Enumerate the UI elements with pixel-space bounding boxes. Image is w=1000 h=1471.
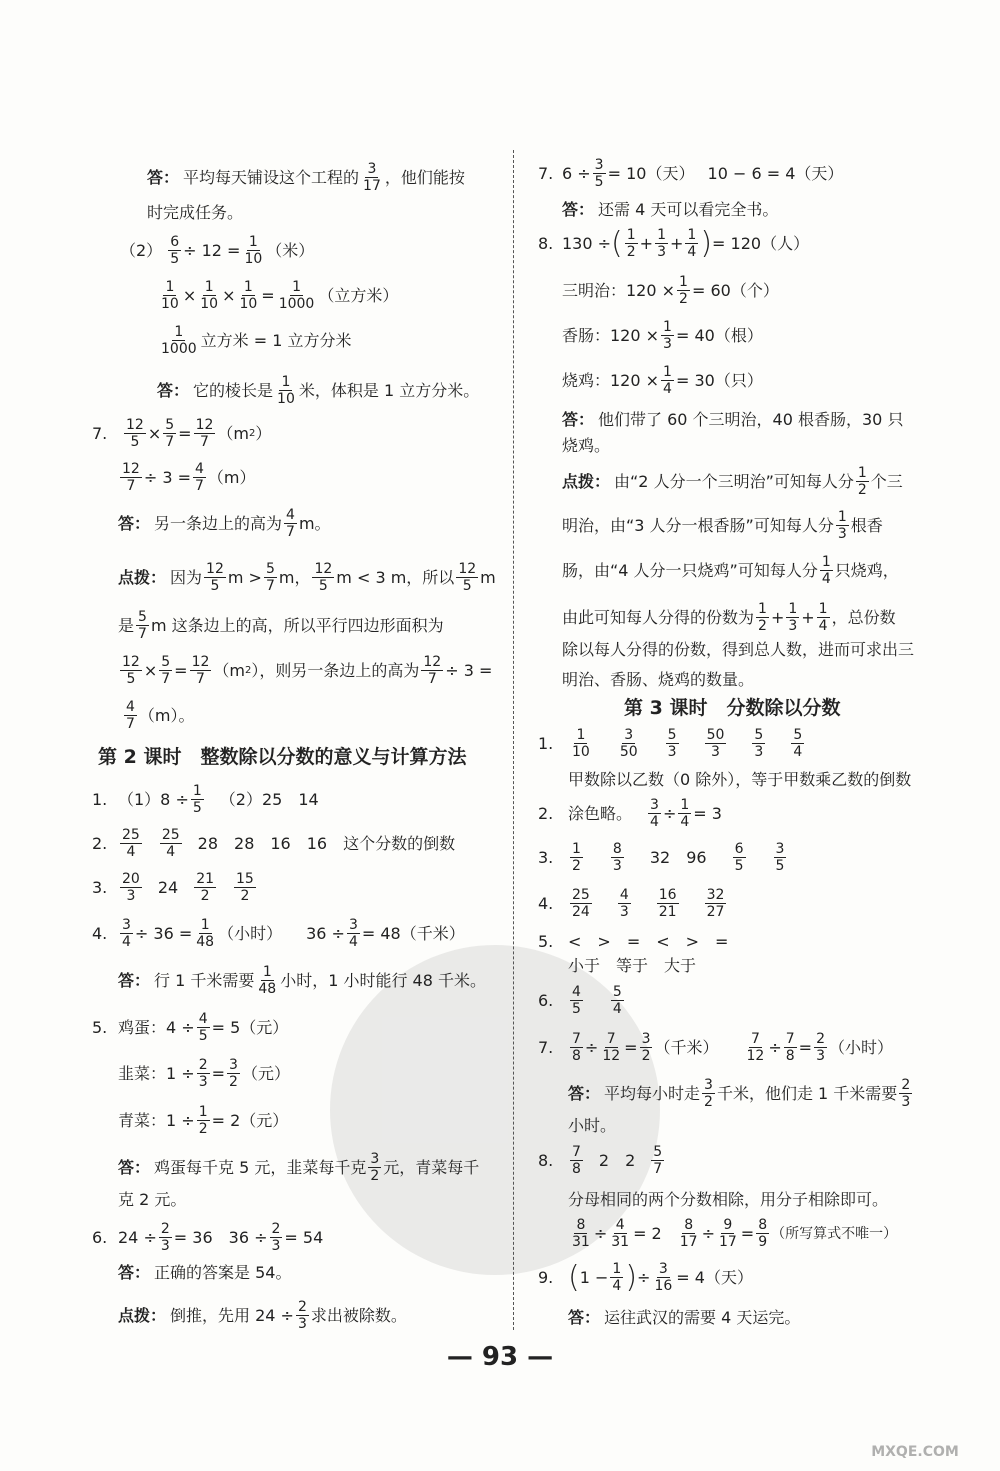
equation-line: $\frac{8}{31}$ ÷ $\frac{4}{31}$ = 2 $\frac{8}{17}$ ÷ $\frac{9}{17}$ = $\frac{8}{9}$ （所写算式不唯一） (572, 1217, 898, 1250)
question-5: 5. 鸡蛋：4 ÷ $\frac{4}{5}$ = 5（元） (92, 1011, 289, 1044)
text-line: 甲数除以乙数（0 除外），等于甲数乘乙数的倒数 (568, 770, 912, 789)
hint-line: 是 $\frac{5}{7}$ m 这条边上的高，所以平行四边形面积为 (118, 609, 444, 642)
text-line: 小于 等于 大于 (568, 956, 697, 975)
fraction: $\frac{5}{3}$ (754, 727, 764, 760)
fraction: $\frac{3}{50}$ (619, 727, 638, 760)
question-2: 2. $\frac{25}{4}$ $\frac{25}{4}$ 28 28 16 16 这个分数的倒数 (92, 827, 456, 860)
hint-line: 明治，由“3 人分一根香肠”可知每人分 $\frac{1}{3}$ 根香 (562, 509, 883, 542)
text-line: 分母相同的两个分数相除，用分子相除即可。 (568, 1190, 889, 1209)
fraction-list (568, 728, 806, 759)
hint-line: 除以每人分得的份数，得到总人数，进而可求出三 (562, 640, 915, 659)
question-5: 5. < > = < > = (538, 932, 729, 951)
equation-line: 韭菜：1 ÷ $\frac{2}{3}$ = $\frac{3}{2}$ （元） (118, 1057, 290, 1090)
equation-line: $\frac{12}{7}$ ÷ 3 = $\frac{4}{7}$ （m） (122, 461, 256, 494)
hint-line: $\frac{12}{5}$ × $\frac{5}{7}$ = $\frac{12}{7}$ （m 2 ），则另一条边上的高为 $\frac{12}{7}$ ÷ 3 = (122, 654, 493, 687)
section-heading: 第 2 课时 整数除以分数的意义与计算方法 (98, 746, 467, 768)
equation-line: 香肠：120 × $\frac{1}{3}$ = 40（根） (562, 319, 763, 352)
fraction: $\frac{6}{5}$ (170, 234, 180, 267)
question-1: 1. $\frac{1}{10}$ $\frac{3}{50}$ $\frac{5}{3}$ $\frac{50}{3}$ $\frac{5}{3}$ $\frac{5}{4}$ (538, 728, 806, 759)
question-8: 8. 130 ÷ ( $\frac{1}{2}$ + $\frac{1}{3}$ + $\frac{1}{4}$ ) = 120（人） (538, 225, 810, 261)
fraction: $\frac{4}{3}$ (619, 887, 629, 920)
equation-line: 青菜：1 ÷ $\frac{1}{2}$ = 2（元） (118, 1104, 289, 1137)
text-line: 烧鸡。 (562, 436, 611, 455)
question-1: 1. （1）8 ÷ $\frac{1}{5}$ （2）25 14 (92, 783, 319, 816)
fraction: $\frac{5}{4}$ (793, 727, 803, 760)
answer-line: 答： 平均每天铺设这个工程的 $\frac{3}{17}$ ，他们能按 (147, 161, 465, 194)
answer-line: 答： 另一条边上的高为 $\frac{4}{7}$ m。 (118, 507, 331, 540)
fraction: $\frac{25}{24}$ (572, 887, 590, 920)
section-heading: 第 3 课时 分数除以分数 (624, 697, 841, 719)
question-3: 3. $\frac{1}{2}$ $\frac{8}{3}$ 32 96 $\frac{6}{5}$ $\frac{3}{5}$ (538, 841, 785, 874)
question-6: 6. 24 ÷ $\frac{2}{3}$ = 36 36 ÷ $\frac{2}{3}$ = 54 (92, 1221, 324, 1254)
question-9: 9. ( 1 − $\frac{1}{4}$ ) ÷ $\frac{3}{16}$ = 4（天） (538, 1259, 753, 1295)
fraction: $\frac{5}{3}$ (667, 727, 677, 760)
question-3: 3. $\frac{20}{3}$ 24 $\frac{21}{2}$ $\frac{15}{2}$ (92, 871, 254, 904)
column-divider (513, 150, 514, 1330)
hint-line: 点拨： 倒推，先用 24 ÷ $\frac{2}{3}$ 求出被除数。 (118, 1299, 407, 1332)
answer-line: 答： 鸡蛋每千克 5 元，韭菜每千克 $\frac{3}{2}$ 元，青菜每千 (118, 1151, 480, 1184)
fraction: $\frac{3}{17}$ (363, 161, 381, 194)
hint-line: 点拨： 因为 $\frac{12}{5}$ m > $\frac{5}{7}$ m， $\frac{12}{5}$ m < 3 m，所以 $\frac{12}{5}$ m (118, 561, 496, 594)
answer-line: 答： 它的棱长是 $\frac{1}{10}$ 米，体积是 1 立方分米。 (157, 374, 480, 407)
question-8: 8. $\frac{7}{8}$ 2 2 $\frac{5}{7}$ (538, 1144, 663, 1177)
answer-line: 答： 运往武汉的需要 4 天运完。 (568, 1308, 801, 1327)
hint-line: 由此可知每人分得的份数为 $\frac{1}{2}$ + $\frac{1}{3}$ + $\frac{1}{4}$ ，总份数 (562, 601, 896, 634)
equation-line: （2） $\frac{6}{5}$ ÷ 12 = $\frac{1}{10}$ （米） (120, 234, 315, 267)
answer-line: 答： 平均每小时走 $\frac{3}{2}$ 千米，他们走 1 千米需要 $\frac{2}{3}$ (568, 1077, 911, 1110)
question-4: 4. $\frac{25}{24}$ $\frac{4}{3}$ $\frac{16}{21}$ $\frac{32}{27}$ (538, 888, 728, 919)
equation-line: $\frac{1}{1000}$ 立方米 = 1 立方分米 (161, 324, 352, 357)
equation-line: 烧鸡：120 × $\frac{1}{4}$ = 30（只） (562, 364, 763, 397)
page-number: — 93 — (446, 1342, 554, 1372)
fraction-list (568, 888, 728, 919)
fraction: $\frac{50}{3}$ (706, 727, 725, 760)
answer-line: 答： 他们带了 60 个三明治，40 根香肠，30 只 (562, 410, 904, 429)
question-7: 7. $\frac{7}{8}$ ÷ $\frac{7}{12}$ = $\frac{3}{2}$ （千米） $\frac{7}{12}$ ÷ $\frac{7}{8}$ = $\frac{2}{3}$ （小时） (538, 1031, 893, 1064)
equation-line: $\frac{1}{10}$ × $\frac{1}{10}$ × $\frac{1}{10}$ = $\frac{1}{1000}$ （立方米） (161, 279, 399, 312)
hint-line: $\frac{4}{7}$ （m）。 (126, 699, 195, 732)
fraction: $\frac{32}{27}$ (706, 887, 725, 920)
equation-line: 三明治：120 × $\frac{1}{2}$ = 60（个） (562, 274, 779, 307)
question-2: 2. 涂色略。 $\frac{3}{4}$ ÷ $\frac{1}{4}$ = 3 (538, 797, 722, 830)
fraction: $\frac{1}{10}$ (572, 727, 590, 760)
watermark-logo: MXQE.COM (871, 1444, 959, 1460)
question-7: 7. $\frac{12}{5}$ × $\frac{5}{7}$ = $\frac{12}{7}$ （m 2 ） (92, 417, 272, 450)
hint-line: 肠，由“4 人分一只烧鸡”可知每人分 $\frac{1}{4}$ 只烧鸡， (562, 554, 899, 587)
question-6: 6. $\frac{4}{5}$ $\frac{5}{4}$ (538, 984, 622, 1017)
answer-line: 答： 还需 4 天可以看完全书。 (562, 200, 779, 219)
fraction: $\frac{16}{21}$ (658, 887, 677, 920)
question-7: 7. 6 ÷ $\frac{3}{5}$ = 10（天） 10 − 6 = 4（天） (538, 157, 844, 190)
answer-line: 答： 行 1 千米需要 $\frac{1}{48}$ 小时，1 小时能行 48 千米。 (118, 964, 487, 997)
question-4: 4. $\frac{3}{4}$ ÷ 36 = $\frac{1}{48}$ （小时） 36 ÷ $\frac{3}{4}$ = 48（千米） (92, 917, 465, 950)
hint-line: 明治、香肠、烧鸡的数量。 (562, 670, 755, 689)
text-line: 克 2 元。 (118, 1190, 187, 1209)
text-line: 时完成任务。 (147, 203, 244, 222)
hint-line: 点拨： 由“2 人分一个三明治”可知每人分 $\frac{1}{2}$ 个三 (562, 465, 903, 498)
fraction: $\frac{1}{10}$ (244, 234, 263, 267)
text-line: 小时。 (568, 1116, 617, 1135)
answer-line: 答： 正确的答案是 54。 (118, 1263, 292, 1282)
